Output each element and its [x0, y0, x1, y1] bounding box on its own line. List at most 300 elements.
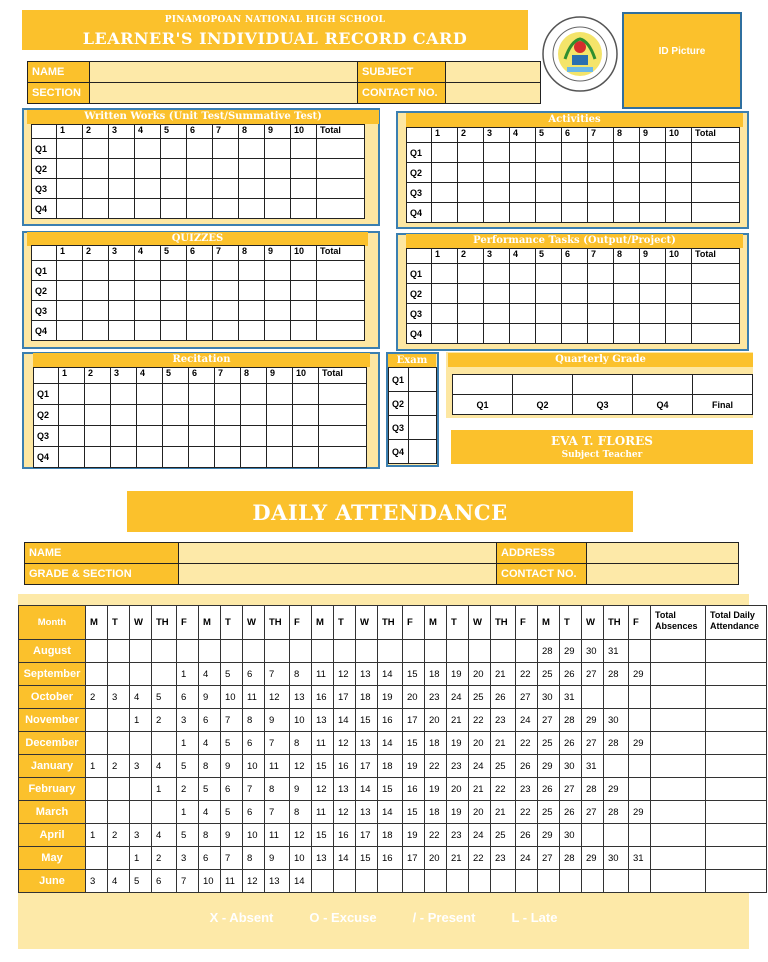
performance-tasks-score-cell[interactable]	[562, 284, 588, 304]
attendance-day-cell[interactable]: 6	[199, 847, 221, 870]
performance-tasks-score-cell[interactable]	[458, 324, 484, 344]
written-works-score-cell[interactable]	[291, 199, 317, 219]
attendance-day-cell[interactable]	[356, 870, 378, 893]
attendance-day-cell[interactable]: 19	[378, 686, 403, 709]
performance-tasks-score-cell[interactable]	[588, 284, 614, 304]
activities-score-cell[interactable]	[692, 143, 740, 163]
recitation-score-cell[interactable]	[137, 384, 163, 405]
performance-tasks-score-cell[interactable]	[510, 284, 536, 304]
quarterly-grade-cell[interactable]	[453, 375, 513, 395]
attendance-day-cell[interactable]: 14	[334, 847, 356, 870]
written-works-score-cell[interactable]	[109, 159, 135, 179]
attendance-day-cell[interactable]: 1	[177, 801, 199, 824]
recitation-score-cell[interactable]	[215, 447, 241, 468]
performance-tasks-score-cell[interactable]	[692, 304, 740, 324]
total-absences-cell[interactable]	[651, 801, 706, 824]
attendance-day-cell[interactable]	[403, 640, 425, 663]
recitation-score-cell[interactable]	[111, 405, 137, 426]
attendance-day-cell[interactable]: 14	[290, 870, 312, 893]
exam-score-cell[interactable]	[409, 368, 437, 392]
activities-score-cell[interactable]	[458, 143, 484, 163]
attendance-day-cell[interactable]: 5	[221, 801, 243, 824]
quizzes-score-cell[interactable]	[265, 301, 291, 321]
attendance-day-cell[interactable]	[469, 640, 491, 663]
attendance-day-cell[interactable]: 1	[177, 663, 199, 686]
attendance-day-cell[interactable]: 18	[378, 824, 403, 847]
attendance-day-cell[interactable]: 26	[516, 755, 538, 778]
attendance-day-cell[interactable]: 10	[290, 847, 312, 870]
performance-tasks-score-cell[interactable]	[510, 324, 536, 344]
attendance-day-cell[interactable]: 12	[290, 824, 312, 847]
performance-tasks-score-cell[interactable]	[432, 284, 458, 304]
quizzes-score-cell[interactable]	[291, 321, 317, 341]
recitation-score-cell[interactable]	[293, 426, 319, 447]
attendance-day-cell[interactable]: 25	[469, 686, 491, 709]
activities-score-cell[interactable]	[484, 143, 510, 163]
attendance-day-cell[interactable]: 12	[265, 686, 290, 709]
activities-score-cell[interactable]	[640, 183, 666, 203]
performance-tasks-score-cell[interactable]	[484, 284, 510, 304]
attendance-day-cell[interactable]: 18	[356, 686, 378, 709]
recitation-score-cell[interactable]	[189, 426, 215, 447]
attendance-day-cell[interactable]	[516, 870, 538, 893]
attendance-day-cell[interactable]: 25	[491, 824, 516, 847]
recitation-score-cell[interactable]	[59, 447, 85, 468]
quizzes-score-cell[interactable]	[83, 321, 109, 341]
recitation-score-cell[interactable]	[137, 426, 163, 447]
attendance-day-cell[interactable]	[86, 663, 108, 686]
performance-tasks-score-cell[interactable]	[458, 304, 484, 324]
recitation-score-cell[interactable]	[319, 384, 367, 405]
recitation-score-cell[interactable]	[85, 447, 111, 468]
attendance-day-cell[interactable]: 27	[582, 801, 604, 824]
activities-score-cell[interactable]	[432, 203, 458, 223]
attendance-day-cell[interactable]	[265, 640, 290, 663]
attendance-day-cell[interactable]: 13	[356, 732, 378, 755]
total-daily-attendance-cell[interactable]	[706, 824, 767, 847]
attendance-day-cell[interactable]: 1	[86, 824, 108, 847]
attendance-day-cell[interactable]: 15	[356, 709, 378, 732]
attendance-day-cell[interactable]: 12	[334, 663, 356, 686]
total-absences-cell[interactable]	[651, 640, 706, 663]
quizzes-score-cell[interactable]	[57, 321, 83, 341]
quizzes-score-cell[interactable]	[109, 281, 135, 301]
written-works-score-cell[interactable]	[161, 199, 187, 219]
quizzes-score-cell[interactable]	[109, 301, 135, 321]
attendance-day-cell[interactable]: 29	[582, 709, 604, 732]
att-grade-section-field[interactable]	[179, 564, 497, 585]
activities-score-cell[interactable]	[614, 143, 640, 163]
activities-score-cell[interactable]	[614, 203, 640, 223]
written-works-score-cell[interactable]	[57, 139, 83, 159]
attendance-day-cell[interactable]: 17	[356, 755, 378, 778]
activities-score-cell[interactable]	[458, 183, 484, 203]
quizzes-score-cell[interactable]	[239, 281, 265, 301]
attendance-day-cell[interactable]: 29	[582, 847, 604, 870]
performance-tasks-score-cell[interactable]	[484, 324, 510, 344]
attendance-day-cell[interactable]: 19	[425, 778, 447, 801]
written-works-score-cell[interactable]	[265, 159, 291, 179]
attendance-day-cell[interactable]: 22	[425, 824, 447, 847]
attendance-day-cell[interactable]: 16	[378, 709, 403, 732]
quizzes-score-cell[interactable]	[57, 301, 83, 321]
written-works-score-cell[interactable]	[57, 179, 83, 199]
attendance-day-cell[interactable]: 13	[356, 801, 378, 824]
written-works-score-cell[interactable]	[239, 139, 265, 159]
attendance-day-cell[interactable]: 9	[221, 755, 243, 778]
written-works-score-cell[interactable]	[291, 179, 317, 199]
written-works-score-cell[interactable]	[135, 199, 161, 219]
performance-tasks-score-cell[interactable]	[666, 304, 692, 324]
performance-tasks-score-cell[interactable]	[432, 304, 458, 324]
attendance-day-cell[interactable]: 6	[243, 732, 265, 755]
performance-tasks-score-cell[interactable]	[614, 304, 640, 324]
attendance-day-cell[interactable]: 5	[177, 824, 199, 847]
total-daily-attendance-cell[interactable]	[706, 778, 767, 801]
attendance-day-cell[interactable]: 27	[582, 663, 604, 686]
performance-tasks-score-cell[interactable]	[510, 264, 536, 284]
attendance-day-cell[interactable]	[629, 755, 651, 778]
recitation-score-cell[interactable]	[163, 384, 189, 405]
performance-tasks-score-cell[interactable]	[562, 324, 588, 344]
recitation-score-cell[interactable]	[85, 384, 111, 405]
performance-tasks-score-cell[interactable]	[536, 324, 562, 344]
attendance-day-cell[interactable]: 1	[177, 732, 199, 755]
attendance-day-cell[interactable]	[604, 755, 629, 778]
quizzes-score-cell[interactable]	[239, 261, 265, 281]
attendance-day-cell[interactable]	[334, 870, 356, 893]
quizzes-score-cell[interactable]	[83, 281, 109, 301]
attendance-day-cell[interactable]: 13	[265, 870, 290, 893]
recitation-score-cell[interactable]	[267, 426, 293, 447]
attendance-day-cell[interactable]	[378, 640, 403, 663]
written-works-score-cell[interactable]	[317, 139, 365, 159]
attendance-day-cell[interactable]: 15	[356, 847, 378, 870]
performance-tasks-score-cell[interactable]	[588, 324, 614, 344]
total-daily-attendance-cell[interactable]	[706, 847, 767, 870]
attendance-day-cell[interactable]	[152, 732, 177, 755]
performance-tasks-score-cell[interactable]	[614, 264, 640, 284]
recitation-score-cell[interactable]	[215, 405, 241, 426]
written-works-score-cell[interactable]	[317, 159, 365, 179]
attendance-day-cell[interactable]: 6	[221, 778, 243, 801]
attendance-day-cell[interactable]	[582, 686, 604, 709]
recitation-score-cell[interactable]	[111, 384, 137, 405]
attendance-day-cell[interactable]: 20	[469, 732, 491, 755]
attendance-day-cell[interactable]: 17	[356, 824, 378, 847]
recitation-score-cell[interactable]	[267, 405, 293, 426]
activities-score-cell[interactable]	[562, 203, 588, 223]
activities-score-cell[interactable]	[614, 183, 640, 203]
attendance-day-cell[interactable]: 5	[199, 778, 221, 801]
attendance-day-cell[interactable]: 25	[538, 732, 560, 755]
recitation-score-cell[interactable]	[241, 405, 267, 426]
attendance-day-cell[interactable]: 5	[177, 755, 199, 778]
attendance-day-cell[interactable]: 29	[538, 824, 560, 847]
written-works-score-cell[interactable]	[83, 159, 109, 179]
written-works-score-cell[interactable]	[187, 199, 213, 219]
activities-score-cell[interactable]	[484, 163, 510, 183]
attendance-day-cell[interactable]: 4	[199, 801, 221, 824]
activities-score-cell[interactable]	[432, 163, 458, 183]
written-works-score-cell[interactable]	[109, 139, 135, 159]
recitation-score-cell[interactable]	[293, 405, 319, 426]
total-absences-cell[interactable]	[651, 732, 706, 755]
activities-score-cell[interactable]	[692, 163, 740, 183]
attendance-day-cell[interactable]	[629, 686, 651, 709]
attendance-day-cell[interactable]: 26	[538, 778, 560, 801]
attendance-day-cell[interactable]	[130, 640, 152, 663]
total-absences-cell[interactable]	[651, 686, 706, 709]
attendance-day-cell[interactable]	[86, 801, 108, 824]
attendance-day-cell[interactable]	[152, 640, 177, 663]
attendance-day-cell[interactable]: 22	[516, 663, 538, 686]
attendance-day-cell[interactable]: 29	[604, 778, 629, 801]
attendance-day-cell[interactable]: 22	[425, 755, 447, 778]
recitation-score-cell[interactable]	[189, 447, 215, 468]
attendance-day-cell[interactable]: 13	[356, 663, 378, 686]
attendance-day-cell[interactable]: 13	[334, 778, 356, 801]
attendance-day-cell[interactable]: 26	[560, 663, 582, 686]
attendance-day-cell[interactable]: 12	[334, 801, 356, 824]
written-works-score-cell[interactable]	[265, 179, 291, 199]
performance-tasks-score-cell[interactable]	[458, 284, 484, 304]
attendance-day-cell[interactable]: 8	[199, 824, 221, 847]
contact-field[interactable]	[446, 83, 541, 104]
written-works-score-cell[interactable]	[187, 139, 213, 159]
performance-tasks-score-cell[interactable]	[432, 264, 458, 284]
attendance-day-cell[interactable]: 4	[130, 686, 152, 709]
recitation-score-cell[interactable]	[59, 384, 85, 405]
attendance-day-cell[interactable]	[447, 640, 469, 663]
attendance-day-cell[interactable]: 14	[356, 778, 378, 801]
written-works-score-cell[interactable]	[239, 179, 265, 199]
written-works-score-cell[interactable]	[109, 179, 135, 199]
attendance-day-cell[interactable]: 22	[516, 801, 538, 824]
attendance-day-cell[interactable]: 3	[130, 755, 152, 778]
activities-score-cell[interactable]	[666, 143, 692, 163]
attendance-day-cell[interactable]: 6	[199, 709, 221, 732]
activities-score-cell[interactable]	[510, 143, 536, 163]
attendance-day-cell[interactable]: 17	[403, 709, 425, 732]
attendance-day-cell[interactable]: 19	[447, 663, 469, 686]
performance-tasks-score-cell[interactable]	[666, 284, 692, 304]
attendance-day-cell[interactable]	[86, 640, 108, 663]
attendance-day-cell[interactable]: 8	[243, 709, 265, 732]
attendance-day-cell[interactable]	[560, 870, 582, 893]
written-works-score-cell[interactable]	[161, 159, 187, 179]
attendance-day-cell[interactable]	[582, 824, 604, 847]
attendance-day-cell[interactable]: 6	[243, 801, 265, 824]
name-field[interactable]	[90, 62, 358, 83]
quizzes-score-cell[interactable]	[161, 281, 187, 301]
attendance-day-cell[interactable]: 11	[312, 663, 334, 686]
attendance-day-cell[interactable]: 22	[516, 732, 538, 755]
attendance-day-cell[interactable]: 30	[538, 686, 560, 709]
written-works-score-cell[interactable]	[317, 179, 365, 199]
section-field[interactable]	[90, 83, 358, 104]
quarterly-grade-cell[interactable]	[513, 375, 573, 395]
attendance-day-cell[interactable]: 14	[378, 732, 403, 755]
attendance-day-cell[interactable]: 6	[243, 663, 265, 686]
quizzes-score-cell[interactable]	[187, 301, 213, 321]
activities-score-cell[interactable]	[666, 203, 692, 223]
activities-score-cell[interactable]	[588, 183, 614, 203]
attendance-day-cell[interactable]	[312, 870, 334, 893]
attendance-day-cell[interactable]: 30	[604, 709, 629, 732]
attendance-day-cell[interactable]: 11	[243, 686, 265, 709]
quizzes-score-cell[interactable]	[317, 281, 365, 301]
att-contact-field[interactable]	[587, 564, 739, 585]
written-works-score-cell[interactable]	[213, 139, 239, 159]
attendance-day-cell[interactable]	[629, 709, 651, 732]
quizzes-score-cell[interactable]	[57, 281, 83, 301]
written-works-score-cell[interactable]	[83, 179, 109, 199]
attendance-day-cell[interactable]: 3	[108, 686, 130, 709]
total-absences-cell[interactable]	[651, 778, 706, 801]
attendance-day-cell[interactable]: 28	[604, 663, 629, 686]
attendance-day-cell[interactable]: 5	[221, 663, 243, 686]
recitation-score-cell[interactable]	[267, 384, 293, 405]
activities-score-cell[interactable]	[588, 163, 614, 183]
attendance-day-cell[interactable]: 23	[447, 824, 469, 847]
attendance-day-cell[interactable]: 23	[447, 755, 469, 778]
total-daily-attendance-cell[interactable]	[706, 640, 767, 663]
attendance-day-cell[interactable]: 18	[425, 732, 447, 755]
attendance-day-cell[interactable]: 17	[403, 847, 425, 870]
total-daily-attendance-cell[interactable]	[706, 801, 767, 824]
quizzes-score-cell[interactable]	[265, 261, 291, 281]
attendance-day-cell[interactable]: 1	[152, 778, 177, 801]
attendance-day-cell[interactable]: 16	[312, 686, 334, 709]
quizzes-score-cell[interactable]	[83, 261, 109, 281]
total-daily-attendance-cell[interactable]	[706, 686, 767, 709]
written-works-score-cell[interactable]	[239, 159, 265, 179]
attendance-day-cell[interactable]: 27	[516, 686, 538, 709]
attendance-day-cell[interactable]: 5	[152, 686, 177, 709]
quizzes-score-cell[interactable]	[213, 321, 239, 341]
attendance-day-cell[interactable]: 1	[130, 709, 152, 732]
attendance-day-cell[interactable]: 9	[199, 686, 221, 709]
attendance-day-cell[interactable]: 26	[491, 686, 516, 709]
attendance-day-cell[interactable]	[108, 663, 130, 686]
quizzes-score-cell[interactable]	[239, 301, 265, 321]
written-works-score-cell[interactable]	[161, 139, 187, 159]
attendance-day-cell[interactable]: 23	[516, 778, 538, 801]
attendance-day-cell[interactable]: 19	[447, 801, 469, 824]
written-works-score-cell[interactable]	[213, 199, 239, 219]
activities-score-cell[interactable]	[562, 183, 588, 203]
attendance-day-cell[interactable]: 7	[221, 847, 243, 870]
attendance-day-cell[interactable]: 20	[469, 663, 491, 686]
attendance-day-cell[interactable]: 4	[108, 870, 130, 893]
attendance-day-cell[interactable]: 16	[403, 778, 425, 801]
attendance-day-cell[interactable]: 18	[425, 663, 447, 686]
attendance-day-cell[interactable]: 15	[378, 778, 403, 801]
activities-score-cell[interactable]	[484, 203, 510, 223]
performance-tasks-score-cell[interactable]	[692, 324, 740, 344]
attendance-day-cell[interactable]: 27	[538, 847, 560, 870]
total-absences-cell[interactable]	[651, 870, 706, 893]
attendance-day-cell[interactable]: 29	[629, 801, 651, 824]
attendance-day-cell[interactable]: 30	[604, 847, 629, 870]
attendance-day-cell[interactable]	[243, 640, 265, 663]
quizzes-score-cell[interactable]	[135, 321, 161, 341]
activities-score-cell[interactable]	[640, 203, 666, 223]
attendance-day-cell[interactable]: 15	[403, 732, 425, 755]
written-works-score-cell[interactable]	[187, 159, 213, 179]
attendance-day-cell[interactable]: 16	[378, 847, 403, 870]
attendance-day-cell[interactable]: 26	[516, 824, 538, 847]
attendance-day-cell[interactable]: 28	[582, 778, 604, 801]
written-works-score-cell[interactable]	[213, 159, 239, 179]
attendance-day-cell[interactable]: 31	[560, 686, 582, 709]
activities-score-cell[interactable]	[588, 143, 614, 163]
total-absences-cell[interactable]	[651, 824, 706, 847]
total-absences-cell[interactable]	[651, 847, 706, 870]
attendance-day-cell[interactable]: 29	[538, 755, 560, 778]
total-absences-cell[interactable]	[651, 709, 706, 732]
activities-score-cell[interactable]	[692, 203, 740, 223]
quizzes-score-cell[interactable]	[213, 301, 239, 321]
attendance-day-cell[interactable]: 25	[538, 801, 560, 824]
attendance-day-cell[interactable]	[199, 640, 221, 663]
total-absences-cell[interactable]	[651, 663, 706, 686]
attendance-day-cell[interactable]: 8	[243, 847, 265, 870]
quizzes-score-cell[interactable]	[239, 321, 265, 341]
attendance-day-cell[interactable]	[629, 778, 651, 801]
attendance-day-cell[interactable]: 2	[108, 755, 130, 778]
attendance-day-cell[interactable]: 27	[560, 778, 582, 801]
attendance-day-cell[interactable]: 21	[447, 709, 469, 732]
attendance-day-cell[interactable]	[130, 801, 152, 824]
attendance-day-cell[interactable]: 28	[560, 847, 582, 870]
attendance-day-cell[interactable]: 14	[334, 709, 356, 732]
attendance-day-cell[interactable]: 19	[447, 732, 469, 755]
performance-tasks-score-cell[interactable]	[640, 264, 666, 284]
attendance-day-cell[interactable]	[86, 847, 108, 870]
attendance-day-cell[interactable]: 7	[265, 801, 290, 824]
attendance-day-cell[interactable]: 4	[152, 755, 177, 778]
attendance-day-cell[interactable]: 20	[447, 778, 469, 801]
attendance-day-cell[interactable]	[86, 732, 108, 755]
recitation-score-cell[interactable]	[319, 405, 367, 426]
quizzes-score-cell[interactable]	[317, 321, 365, 341]
attendance-day-cell[interactable]: 15	[403, 801, 425, 824]
attendance-day-cell[interactable]: 10	[221, 686, 243, 709]
performance-tasks-score-cell[interactable]	[484, 304, 510, 324]
performance-tasks-score-cell[interactable]	[614, 324, 640, 344]
attendance-day-cell[interactable]	[312, 640, 334, 663]
performance-tasks-score-cell[interactable]	[666, 324, 692, 344]
attendance-day-cell[interactable]: 12	[334, 732, 356, 755]
quizzes-score-cell[interactable]	[265, 281, 291, 301]
attendance-day-cell[interactable]: 22	[469, 847, 491, 870]
attendance-day-cell[interactable]: 15	[403, 663, 425, 686]
attendance-day-cell[interactable]: 31	[582, 755, 604, 778]
recitation-score-cell[interactable]	[241, 384, 267, 405]
attendance-day-cell[interactable]: 25	[491, 755, 516, 778]
attendance-day-cell[interactable]: 28	[604, 732, 629, 755]
performance-tasks-score-cell[interactable]	[510, 304, 536, 324]
attendance-day-cell[interactable]	[447, 870, 469, 893]
written-works-score-cell[interactable]	[291, 159, 317, 179]
written-works-score-cell[interactable]	[265, 199, 291, 219]
attendance-day-cell[interactable]	[538, 870, 560, 893]
attendance-day-cell[interactable]: 2	[177, 778, 199, 801]
attendance-day-cell[interactable]: 13	[290, 686, 312, 709]
performance-tasks-score-cell[interactable]	[640, 324, 666, 344]
